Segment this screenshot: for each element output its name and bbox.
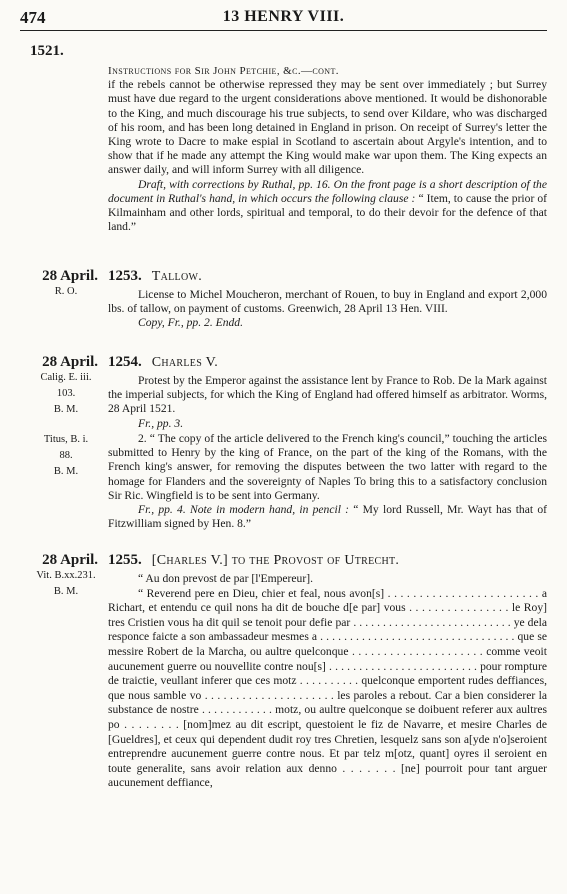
entry-ref: R. O. [54,286,78,297]
entry-1255-head [108,552,399,569]
continuation-block [108,64,547,234]
entry-date: 28 April. [42,268,98,284]
entry-date: 28 April. [42,354,98,370]
entry-number: 1255. [108,552,142,568]
entry-text: Protest by the Emperor against the assistance lent by France to Rob. De la Mark against the imperial subjects, for which the King of England had offered himself as arbitrator. Worms, 28 April 1521. [108,374,547,416]
entry-1255-margin [20,552,98,600]
entry-ref: Titus, B. i. [43,434,89,445]
entry-1254-part2-margin [20,432,98,480]
entry-1254-margin [20,354,98,418]
continuation-note [108,178,547,235]
entry-part2-note [108,503,547,531]
entry-part2-note-quote: “ My lord Russell, Mr. Wayt has that of Fitzwilliam signed by Hen. 8.” [108,503,547,531]
entry-1253-body [108,288,547,331]
entry-title: [Charles V.] to the Provost of Utrecht. [151,553,400,568]
entry-note: Copy, Fr., pp. 2. Endd. [138,316,243,330]
entry-line: “ Reverend pere en Dieu, chier et feal, nous avon[s] . . . . . . . . . . . . . . . . . . . . . . . . a Richart, et entendu ce quil nons ha dit de bouche d[e par] vous . . . . . . . . . . . . . . . . le Roy] tres Cristien vous ha dit quil se tenoit pour defie par . . . . . . . . . . . . . . . . . . . . . . . . . . . ye dela responce faicte a son ambassadeur mesmes a . . . . . . . . . . . . . . . . . . . . . . . . . . . . . . . . . que se messire Robert de la Marcha, ou aultre quelconque . . . . . . . . . . . . . . . . . . . . . comme veoit aucunement guerre ou nouvellite contre nou[s] . . . . . . . . . . . . . . . . . . . . . . . . . pour rompture de traictie, veullant inferer que ces motz . . . . . . . . . . quelconque emportent rudes deffiances, que nous samble vo . . . . . . . . . . . . . . . . . . . . . les paroles a rebout. Car a bien considerer la substance de nostre . . . . . . . . . . . . motz, ou aultre quelconque se doibuent referer aux aultres po . . . . . . . . [nom]mez au dit escript, questoient le fiz de Navarre, et mesire Charles de [Gueldres], et ceux qui dependent dudit roy tres Chretien, lesquelz sans son a[yde n'o]seroient entreprendre aucunement guerre contre nous. Et par telz m[otz, quant] oyres il seroient en toute generalite, sans avoir relation aux denno . . . . . . . [ne] pourroit pour tant arguer aucunement deffiance, [108,586,547,790]
entry-title: Tallow. [151,269,203,284]
entry-text: License to Michel Moucheron, merchant of Rouen, to buy in England and export 2,000 lbs. of tallow, on payment of customs. Greenwich, 28 April 13 Hen. VIII. [108,288,547,316]
page-number: 474 [20,8,46,27]
entry-part2-note-italic: Fr., pp. 4. Note in modern hand, in pencil : [138,503,350,517]
entry-note: Fr., pp. 3. [138,416,184,430]
continuation-note-quote: “ Item, to cause the prior of Kilmainham and other lords, spiritual and temporal, to do their devoir for the defence of that land.” [108,191,547,234]
continuation-text: if the rebels cannot be otherwise repressed they may be sent over immediately ; but Surrey must have due regard to the urgent considerations above mentioned. It would be dishonorable to the King, and much discourage his true subjects, to send over Kildare, who was discharged of his room, and has been long detained in England in prison. On receipt of Surrey's letter the King wrote to Dacre to make espial in Scotland to ascertain about Argyle's intention, and to show that if he made any attempt the King would make war upon them. The King expects an answer daily, and will inform Surrey with all diligence. [108,78,547,177]
entry-1254-head [108,354,218,371]
entry-date: 28 April. [42,552,98,568]
entry-ref: Vit. B.xx.231. [36,570,96,581]
entry-title: Charles V. [151,355,219,370]
running-title: 13 HENRY VIII. [222,8,345,25]
entry-ref: Calig. E. iii. [40,372,92,383]
entry-1255-body [108,572,547,791]
entry-ref: B. M. [53,404,79,415]
running-head [20,6,547,30]
entry-1253-margin [20,268,98,300]
entry-ref: B. M. [53,586,79,597]
entry-line: “ Au don prevost de par [l'Empereur]. [138,572,313,585]
entry-part2-text: 2. “ The copy of the article delivered to the French king's council,” touching the articles submitted to Henry by the king of France, on the part of the king of the Romans, with the French king's answer, for removing the disputes between the two latter with regard to the homage for Flanders and the sovereignty of Naples To bring this to a satisfactory conclusion Sir Ric. Wingfield is to be sent into Germany. [108,432,547,502]
entry-ref: 103. [56,388,76,399]
entry-number: 1254. [108,354,142,370]
entry-number: 1253. [108,268,142,284]
entry-ref: 88. [59,450,73,461]
entry-ref: B. M. [53,466,79,477]
entry-1254-part2-body [108,432,547,531]
entry-1253-head [108,268,202,285]
entry-1254-body [108,374,547,431]
continuation-heading: Instructions for Sir John Petchie, &c.—cont. [108,65,339,77]
continuation-note-italic: Draft, with corrections by Ruthal, pp. 16. On the front page is a short description of the document in Ruthal's hand, in which occurs the following clause : [108,177,547,205]
year-label: 1521. [30,43,64,59]
header-rule [20,30,547,31]
